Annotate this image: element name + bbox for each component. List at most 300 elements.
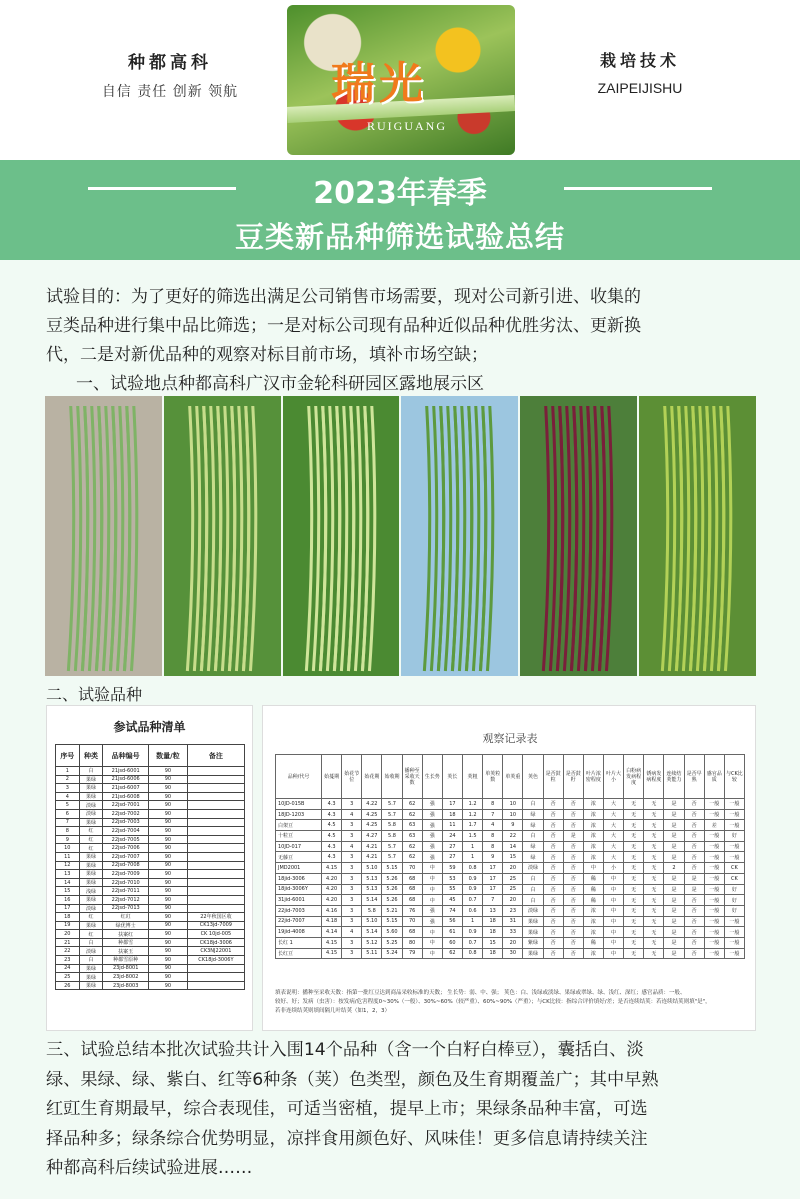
observation-table [275, 754, 745, 959]
obs-cell: 68 [402, 884, 422, 895]
summary-line: 种都高科后续试验进展…… [46, 1158, 253, 1178]
obs-cell: 否 [543, 937, 563, 948]
list-cell [187, 818, 244, 827]
obs-cell: 强 [422, 820, 442, 831]
obs-cell: 4.21 [362, 841, 382, 852]
obs-header: 品种/代号 [276, 755, 322, 799]
obs-cell: 强 [422, 831, 442, 842]
list-cell: 淡绿 [79, 801, 103, 810]
brand-right [550, 48, 730, 96]
list-cell: 22jsd-7011 [103, 887, 149, 896]
list-header: 序号 [56, 745, 80, 767]
obs-cell: 0.7 [462, 895, 482, 906]
obs-cell: 61 [442, 927, 462, 938]
list-cell: 21jsd-6001 [103, 767, 149, 776]
obs-cell: 中 [422, 948, 442, 959]
obs-cell: 否 [563, 873, 583, 884]
obs-cell: 5.8 [362, 905, 382, 916]
logo-text: 瑞光 [331, 58, 427, 109]
list-cell: 90 [149, 938, 188, 947]
obs-cell: 否 [563, 852, 583, 863]
list-cell: 果绿 [79, 784, 103, 793]
obs-cell: 否 [563, 916, 583, 927]
obs-cell: 否 [563, 809, 583, 820]
obs-cell: 中 [603, 873, 623, 884]
obs-cell: 4.15 [322, 948, 342, 959]
list-cell: 6 [56, 809, 80, 818]
obs-cell: 10JD-015B [276, 799, 322, 810]
list-cell: 扶案玉 [103, 947, 149, 956]
list-cell: 15 [56, 887, 80, 896]
table-row [56, 809, 245, 818]
obs-cell: 68 [402, 927, 422, 938]
list-cell: 90 [149, 904, 188, 913]
obs-cell: 否 [684, 948, 704, 959]
obs-cell: 中 [422, 895, 442, 906]
table-row [276, 852, 745, 863]
obs-cell: 无 [644, 948, 664, 959]
purpose-line: 试验目的：为了更好的筛选出满足公司销售市场需要，现对公司新引进、收集的 [46, 287, 641, 307]
obs-cell: 否 [543, 820, 563, 831]
obs-header: 荚长 [442, 755, 462, 799]
bean-photo [639, 396, 756, 676]
table-row [56, 844, 245, 853]
obs-cell: 否 [684, 820, 704, 831]
list-cell [187, 895, 244, 904]
obs-cell: 否 [543, 927, 563, 938]
table-row [56, 973, 245, 982]
obs-cell: 大 [603, 799, 623, 810]
obs-cell: 是 [664, 927, 684, 938]
observation-record-image [262, 705, 756, 1031]
ruiguang-logo [287, 5, 515, 155]
obs-cell: 是 [684, 884, 704, 895]
list-cell: 果绿 [79, 878, 103, 887]
obs-cell: 62 [402, 841, 422, 852]
obs-cell: 17 [442, 799, 462, 810]
banner-title: 2023年春季 [313, 176, 487, 211]
obs-cell: 无 [624, 873, 644, 884]
obs-cell: 绿 [523, 809, 543, 820]
list-cell: 22 [56, 947, 80, 956]
obs-cell: 否 [543, 948, 563, 959]
list-cell: 22jsd-7008 [103, 861, 149, 870]
table-row [56, 801, 245, 810]
list-header: 数量/粒 [149, 745, 188, 767]
obs-cell: 25 [503, 873, 523, 884]
list-cell: 淡绿 [79, 809, 103, 818]
obs-cell: 53 [442, 873, 462, 884]
summary-line: 择品种多；绿条综合优势明显，凉拌食用颜色好、风味佳！更多信息请持续关注 [46, 1128, 648, 1149]
table-row [56, 921, 245, 930]
obs-cell: 无 [624, 905, 644, 916]
obs-cell: 4.3 [322, 852, 342, 863]
list-cell: 13 [56, 870, 80, 879]
obs-cell: 一般 [704, 831, 724, 842]
summary-paragraph [46, 1036, 659, 1184]
obs-cell: 4.15 [322, 863, 342, 874]
list-cell [187, 767, 244, 776]
list-cell: 22jsd-7006 [103, 844, 149, 853]
obs-cell: 否 [684, 841, 704, 852]
obs-cell: 1.5 [462, 831, 482, 842]
obs-cell: 否 [543, 916, 563, 927]
list-cell: 果绿 [79, 775, 103, 784]
list-header: 种类 [79, 745, 103, 767]
obs-cell: 3 [342, 820, 362, 831]
table-row [56, 913, 245, 922]
obs-cell: 5.13 [362, 873, 382, 884]
obs-header: 荚粗 [462, 755, 482, 799]
list-cell: 22jsd-7010 [103, 878, 149, 887]
obs-cell: 否 [563, 884, 583, 895]
obs-cell: 白 [523, 799, 543, 810]
obs-cell: 大 [603, 820, 623, 831]
obs-cell: 11 [442, 820, 462, 831]
table-row [276, 809, 745, 820]
obs-cell: 31jid-6001 [276, 895, 322, 906]
obs-cell: 2 [664, 863, 684, 874]
purpose-line: 豆类品种进行集中品比筛选；一是对标公司现有品种近似品种优胜劣汰、更新换 [46, 316, 641, 336]
list-cell: 90 [149, 921, 188, 930]
table-row [276, 884, 745, 895]
list-cell: 90 [149, 913, 188, 922]
obs-header: 始收期 [382, 755, 402, 799]
obs-cell: 17 [483, 863, 503, 874]
variety-list-table [55, 744, 245, 990]
obs-cell: 浓 [583, 831, 603, 842]
obs-cell: 否 [684, 927, 704, 938]
list-cell: 90 [149, 827, 188, 836]
obs-cell: 59 [442, 863, 462, 874]
list-cell: 90 [149, 964, 188, 973]
obs-cell: 18 [483, 948, 503, 959]
bean-photo [164, 396, 281, 676]
obs-cell: 否 [684, 895, 704, 906]
obs-cell: 45 [442, 895, 462, 906]
list-cell: CK18jd-3006 [187, 938, 244, 947]
obs-cell: 一般 [704, 937, 724, 948]
obs-cell: 17 [483, 884, 503, 895]
table-row [276, 927, 745, 938]
list-cell: 10 [56, 844, 80, 853]
obs-cell: 无 [624, 937, 644, 948]
list-cell: 果绿 [79, 964, 103, 973]
table-row [56, 784, 245, 793]
obs-cell: 无 [624, 927, 644, 938]
obs-cell: 是 [664, 809, 684, 820]
obs-cell: 31 [503, 916, 523, 927]
obs-cell: 否 [563, 927, 583, 938]
obs-cell: 好 [724, 884, 744, 895]
obs-cell: 中 [603, 895, 623, 906]
table-row [56, 818, 245, 827]
obs-cell: 好 [724, 831, 744, 842]
obs-cell: 5.10 [362, 916, 382, 927]
obs-cell: 4.18 [322, 916, 342, 927]
obs-cell: 否 [543, 831, 563, 842]
obs-cell: 长红 1 [276, 937, 322, 948]
obs-cell: 无 [644, 916, 664, 927]
obs-cell: 5.60 [382, 927, 402, 938]
obs-cell: 是 [664, 873, 684, 884]
obs-cell: 大 [603, 831, 623, 842]
obs-cell: 20 [503, 895, 523, 906]
obs-cell: 中 [603, 916, 623, 927]
table-row [276, 799, 745, 810]
obs-cell: 稀 [583, 895, 603, 906]
obs-cell: 30 [503, 948, 523, 959]
list-cell: CK3NJ22001 [187, 947, 244, 956]
obs-cell: 绿 [523, 841, 543, 852]
list-cell: 果绿 [79, 852, 103, 861]
obs-cell: 4 [342, 927, 362, 938]
obs-cell: 5.21 [382, 905, 402, 916]
obs-cell: 一般 [724, 937, 744, 948]
table-row [56, 887, 245, 896]
list-cell [187, 852, 244, 861]
obs-cell: 好 [724, 905, 744, 916]
obs-cell: 无 [644, 905, 664, 916]
obs-cell: 62 [402, 852, 422, 863]
obs-cell: 绿 [523, 852, 543, 863]
obs-cell: 强 [422, 916, 442, 927]
obs-cell: 5.26 [382, 873, 402, 884]
obs-cell: 1.2 [462, 809, 482, 820]
table-row [276, 948, 745, 959]
obs-cell: 大 [603, 841, 623, 852]
list-cell: 21jsd-6006 [103, 775, 149, 784]
list-cell: 90 [149, 792, 188, 801]
obs-header: 锈病发病程度 [644, 755, 664, 799]
table-row [56, 930, 245, 939]
obs-cell: 无 [644, 873, 664, 884]
list-cell: 果绿 [79, 981, 103, 990]
list-cell: 90 [149, 852, 188, 861]
obs-cell: 5.8 [382, 820, 402, 831]
obs-cell: 大 [603, 852, 623, 863]
obs-cell: 79 [402, 948, 422, 959]
obs-cell: 1 [462, 916, 482, 927]
obs-header: 单荚粒数 [483, 755, 503, 799]
obs-cell: 浓 [583, 809, 603, 820]
obs-cell: 63 [402, 820, 422, 831]
obs-cell: 稀 [583, 873, 603, 884]
obs-cell: 18 [442, 809, 462, 820]
list-cell: 种都雪原种 [103, 956, 149, 965]
obs-cell: 5.25 [382, 937, 402, 948]
obs-cell: 4.16 [322, 905, 342, 916]
obs-cell: 15 [503, 852, 523, 863]
list-cell [187, 809, 244, 818]
list-cell: 22jsd-7003 [103, 818, 149, 827]
obs-cell: 4.3 [322, 841, 342, 852]
obs-cell: 是 [563, 831, 583, 842]
list-cell: 果绿 [79, 818, 103, 827]
obs-cell: 3 [342, 873, 362, 884]
obs-cell: 3 [342, 852, 362, 863]
table-row [56, 792, 245, 801]
obs-cell: 0.9 [462, 927, 482, 938]
list-cell: 24 [56, 964, 80, 973]
list-cell: 22jsd-7013 [103, 904, 149, 913]
list-cell: 2 [56, 775, 80, 784]
list-cell: CK18jd-3006Y [187, 956, 244, 965]
list-cell [187, 904, 244, 913]
obs-cell: 4.25 [362, 820, 382, 831]
obs-cell: 强 [422, 841, 442, 852]
obs-cell: 20 [503, 937, 523, 948]
obs-cell: 63 [402, 831, 422, 842]
obs-header: 单荚重 [503, 755, 523, 799]
obs-cell: 无 [644, 841, 664, 852]
obs-cell: 一般 [704, 841, 724, 852]
obs-cell: 强 [422, 809, 442, 820]
obs-cell: 否 [563, 799, 583, 810]
obs-cell: 否 [563, 937, 583, 948]
obs-cell: 18jid-3006 [276, 873, 322, 884]
obs-cell: 5.15 [382, 863, 402, 874]
obs-cell: 浓 [583, 905, 603, 916]
obs-cell: 20 [503, 863, 523, 874]
obs-cell: 白 [523, 873, 543, 884]
list-cell: CK 10jd-005 [187, 930, 244, 939]
table-row [276, 905, 745, 916]
obs-cell: 中 [422, 884, 442, 895]
list-cell: 白 [79, 938, 103, 947]
obs-cell: 否 [563, 863, 583, 874]
list-cell: 90 [149, 784, 188, 793]
obs-cell: 33 [503, 927, 523, 938]
list-cell: 8 [56, 827, 80, 836]
obs-cell: 5.7 [382, 809, 402, 820]
list-cell: 90 [149, 887, 188, 896]
obs-cell: 一般 [704, 809, 724, 820]
obs-cell: 24 [442, 831, 462, 842]
obs-cell: 7 [483, 809, 503, 820]
obs-cell: 无藤豆 [276, 852, 322, 863]
obs-cell: 0.8 [462, 948, 482, 959]
obs-cell: 5.11 [362, 948, 382, 959]
obs-cell: 否 [543, 905, 563, 916]
list-cell: 果绿 [79, 973, 103, 982]
obs-cell: 3 [342, 863, 362, 874]
obs-cell: 4.15 [322, 937, 342, 948]
list-cell: 红 [79, 930, 103, 939]
obs-cell: 是 [664, 895, 684, 906]
obs-cell: 浓 [583, 852, 603, 863]
obs-cell: 中 [422, 873, 442, 884]
obs-cell: 4.5 [322, 831, 342, 842]
obs-cell: 5.15 [382, 916, 402, 927]
variety-list-image [46, 705, 253, 1031]
obs-cell: 小 [603, 863, 623, 874]
obs-cell: 一般 [724, 927, 744, 938]
obs-cell: 9 [483, 852, 503, 863]
obs-cell: 15 [483, 937, 503, 948]
table-row [276, 841, 745, 852]
obs-cell: 1 [462, 841, 482, 852]
obs-cell: 大 [603, 809, 623, 820]
table-row [56, 895, 245, 904]
obs-cell: 无 [624, 852, 644, 863]
obs-cell: 否 [684, 852, 704, 863]
obs-cell: 18 [483, 927, 503, 938]
table-row [56, 964, 245, 973]
list-cell: 21 [56, 938, 80, 947]
obs-cell: 3 [342, 937, 362, 948]
obs-cell: 3 [342, 948, 362, 959]
list-cell: 90 [149, 775, 188, 784]
obs-cell: 稀 [583, 884, 603, 895]
obs-cell: 56 [442, 916, 462, 927]
obs-cell: 5.26 [382, 884, 402, 895]
obs-cell: 5.7 [382, 841, 402, 852]
list-cell [187, 784, 244, 793]
list-cell: 22jsd-7005 [103, 835, 149, 844]
obs-cell: 是 [664, 937, 684, 948]
obs-cell: 浓 [583, 841, 603, 852]
obs-cell: 长红豆 [276, 948, 322, 959]
list-cell: 90 [149, 895, 188, 904]
obs-cell: 4.20 [322, 873, 342, 884]
obs-cell: 果绿 [523, 916, 543, 927]
list-cell: 17 [56, 904, 80, 913]
list-cell: 22jsd-7004 [103, 827, 149, 836]
obs-cell: 果绿 [523, 948, 543, 959]
list-cell: 浅绿 [79, 887, 103, 896]
list-header: 品种编号 [103, 745, 149, 767]
obs-cell: 是 [664, 831, 684, 842]
obs-cell: 一般 [724, 916, 744, 927]
purpose-line: 代，二是对新优品种的观察对标目前市场，填补市场空缺； [46, 345, 488, 365]
obs-cell: 18jid-3006Y [276, 884, 322, 895]
obs-cell: 淡绿 [523, 863, 543, 874]
obs-cell: 4.3 [322, 809, 342, 820]
obs-cell: 0.9 [462, 873, 482, 884]
table-row [56, 852, 245, 861]
list-cell: 90 [149, 844, 188, 853]
list-cell: 18 [56, 913, 80, 922]
list-cell: 90 [149, 981, 188, 990]
obs-cell: 一般 [704, 948, 724, 959]
table-row [56, 956, 245, 965]
observation-title: 观察记录表 [482, 732, 538, 745]
list-cell: 25 [56, 973, 80, 982]
obs-cell: 4.22 [362, 799, 382, 810]
obs-cell: 否 [543, 809, 563, 820]
list-cell: 1 [56, 767, 80, 776]
obs-header: 生长势 [422, 755, 442, 799]
obs-cell: 强 [422, 799, 442, 810]
title-banner [0, 160, 800, 260]
variety-list-title: 参试品种清单 [113, 720, 186, 734]
obs-cell: 10 [503, 799, 523, 810]
list-cell: 白 [79, 956, 103, 965]
obs-cell: 一般 [704, 863, 724, 874]
summary-line: 三、试验总结本批次试验共计入围14个品种（含一个白籽白棒豆），囊括白、淡 [46, 1040, 644, 1060]
obs-cell: 5.14 [362, 927, 382, 938]
table-row [56, 861, 245, 870]
obs-cell: 55 [442, 884, 462, 895]
obs-cell: CK [724, 863, 744, 874]
list-header: 备注 [187, 745, 244, 767]
list-cell [187, 827, 244, 836]
list-cell [187, 973, 244, 982]
obs-header: 白粉病发病程度 [624, 755, 644, 799]
obs-cell: 一般 [704, 916, 724, 927]
table-row [56, 947, 245, 956]
